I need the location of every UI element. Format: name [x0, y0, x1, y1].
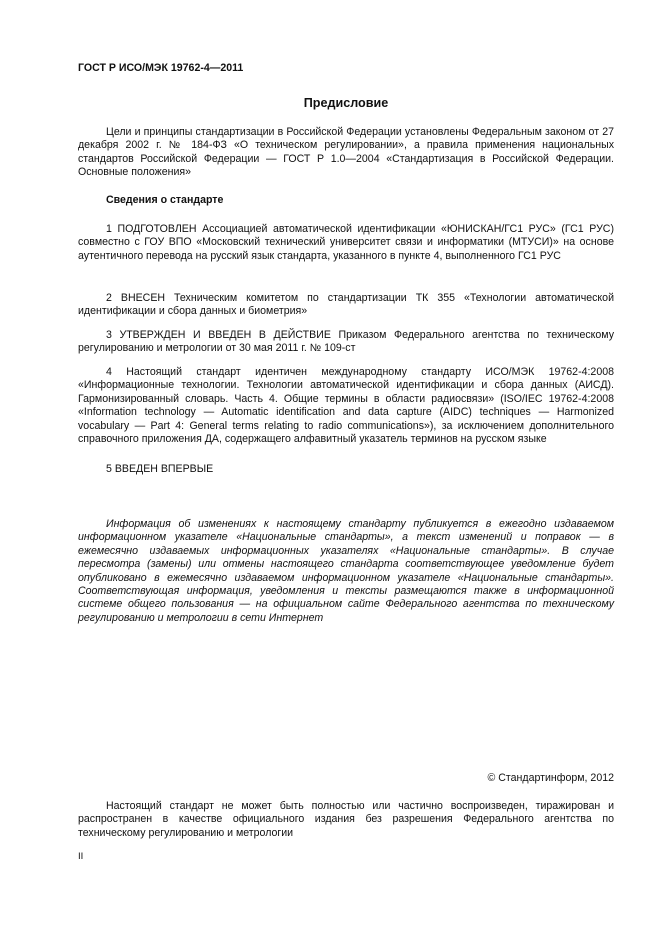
page-number: II: [78, 851, 84, 862]
document-header: ГОСТ Р ИСО/МЭК 19762-4—2011: [78, 62, 244, 74]
intro-paragraph: Цели и принципы стандартизации в Российской Федерации установлены Федеральным законом от 27 декабря 2002 г. № 184-ФЗ «О техническом регулировании», а правила применения национальных стандартов Российской Федерации — ГОСТ Р 1.0—2004 «Стандартизация в Российской Федерации. Основные положения»: [78, 126, 614, 179]
standard-info-heading: Сведения о стандарте: [106, 194, 224, 206]
copyright-line: © Стандартинформ, 2012: [487, 772, 614, 784]
info-item-2: 2 ВНЕСЕН Техническим комитетом по стандартизации ТК 355 «Технологии автоматической идентификации и сбора данных и биометрия»: [78, 292, 614, 318]
reproduction-notice: Настоящий стандарт не может быть полностью или частично воспроизведен, тиражирован и распространен в качестве официального издания без разрешения Федерального агентства по техническому регулированию и метрологии: [78, 800, 614, 839]
changes-notice: Информация об изменениях к настоящему стандарту публикуется в ежегодно издаваемом информационном указателе «Национальные стандарты», а текст изменений и поправок — в ежемесячно издаваемых информационных указателях «Национальные стандарты». В случае пересмотра (замены) или отмены настоящего стандарта соответствующее уведомление будет опубликовано в ежемесячно издаваемом информационном указателе «Национальные стандарты». Соответствующая информация, уведомления и тексты размещаются также в информационной системе общего пользования — на официальном сайте Федерального агентства по техническому регулированию и метрологии в сети Интернет: [78, 518, 614, 624]
info-item-3: 3 УТВЕРЖДЕН И ВВЕДЕН В ДЕЙСТВИЕ Приказом Федерального агентства по техническому регулированию и метрологии от 30 мая 2011 г. № 109-ст: [78, 329, 614, 355]
info-item-4: 4 Настоящий стандарт идентичен международному стандарту ИСО/МЭК 19762-4:2008 «Информационные технологии. Технологии автоматической идентификации и сбора данных (АИСД). Гармонизированный словарь. Часть 4. Общие термины в области радиосвязи» (ISO/IEC 19762-4:2008 «Information technology — Automatic identification and data capture (AIDC) techniques — Harmonized vocabulary — Part 4: General terms relating to radio communications»), за исключением дополнительного справочного приложения ДА, содержащего алфавитный указатель терминов на русском языке: [78, 366, 614, 446]
preface-title: Предисловие: [303, 96, 389, 110]
info-item-5: 5 ВВЕДЕН ВПЕРВЫЕ: [106, 463, 214, 475]
info-item-1: 1 ПОДГОТОВЛЕН Ассоциацией автоматической идентификации «ЮНИСКАН/ГС1 РУС» (ГС1 РУС) совместно с ГОУ ВПО «Московский технический университет связи и информатики (МТУСИ)» на основе аутентичного перевода на русский язык стандарта, указанного в пункте 4, выполненного ГС1 РУС: [78, 223, 614, 262]
